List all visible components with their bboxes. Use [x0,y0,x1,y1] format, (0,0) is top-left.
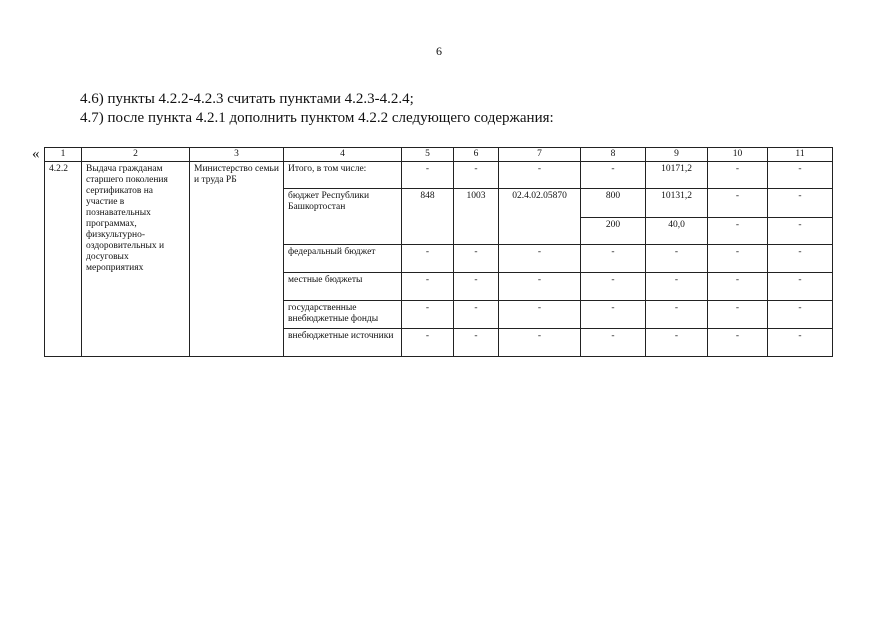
cell-value: 848 [402,189,454,245]
cell-value: 02.4.02.05870 [499,189,581,245]
item-description: Выдача гражданам старшего поколения сертификатов на участие в познавательных программах, физкультурно-оздоровительных и досуговых мероприятиях [82,162,190,357]
cell-value: - [646,329,708,357]
cell-value: - [402,301,454,329]
cell-value: - [581,329,646,357]
cell-value: - [708,189,768,218]
cell-value: - [454,301,499,329]
column-header: 2 [82,148,190,162]
cell-value: 10171,2 [646,162,708,189]
cell-value: - [708,245,768,273]
column-header: 7 [499,148,581,162]
column-header: 6 [454,148,499,162]
column-header: 11 [768,148,833,162]
cell-value: - [768,189,833,218]
cell-value: - [768,162,833,189]
cell-value: 1003 [454,189,499,245]
page-number: 6 [436,44,442,58]
item-number: 4.2.2 [45,162,82,357]
column-header: 8 [581,148,646,162]
cell-value: - [646,301,708,329]
cell-value: - [499,329,581,357]
column-header: 9 [646,148,708,162]
column-header: 5 [402,148,454,162]
column-header: 3 [190,148,284,162]
cell-value: - [768,245,833,273]
cell-value: - [499,162,581,189]
cell-value: - [646,273,708,301]
table-header-row [45,148,833,162]
funding-source: Итого, в том числе: [284,162,402,189]
cell-value: - [581,162,646,189]
cell-value: - [768,273,833,301]
paragraph-4-6: 4.6) пункты 4.2.2-4.2.3 считать пунктами 4.2.3-4.2.4; [80,91,414,107]
cell-value: - [499,273,581,301]
cell-value: - [454,162,499,189]
cell-value: - [581,301,646,329]
cell-value: - [402,329,454,357]
cell-value: - [454,273,499,301]
column-header: 10 [708,148,768,162]
cell-value: - [454,245,499,273]
cell-value: - [708,218,768,245]
cell-value: - [708,162,768,189]
cell-value: - [581,273,646,301]
column-header: 4 [284,148,402,162]
opening-quote-mark: « [32,146,40,162]
cell-value: - [499,301,581,329]
item-executor: Министерство семьи и труда РБ [190,162,284,357]
cell-value: 200 [581,218,646,245]
funding-source: федеральный бюджет [284,245,402,273]
column-header: 1 [45,148,82,162]
cell-value: - [402,245,454,273]
cell-value: - [499,245,581,273]
cell-value: 10131,2 [646,189,708,218]
cell-value: - [768,301,833,329]
cell-value: - [708,329,768,357]
cell-value: - [768,329,833,357]
cell-value: - [768,218,833,245]
funding-source: государственные внебюджетные фонды [284,301,402,329]
cell-value: - [646,245,708,273]
paragraph-4-7: 4.7) после пункта 4.2.1 дополнить пунктом 4.2.2 следующего содержания: [80,110,554,126]
cell-value: 800 [581,189,646,218]
funding-source: внебюджетные источники [284,329,402,357]
funding-source: местные бюджеты [284,273,402,301]
cell-value: 40,0 [646,218,708,245]
cell-value: - [581,245,646,273]
table-row [45,162,833,189]
cell-value: - [402,162,454,189]
cell-value: - [708,273,768,301]
cell-value: - [454,329,499,357]
cell-value: - [708,301,768,329]
amendment-table [44,147,833,357]
cell-value: - [402,273,454,301]
funding-source: бюджет Республики Башкортостан [284,189,402,245]
